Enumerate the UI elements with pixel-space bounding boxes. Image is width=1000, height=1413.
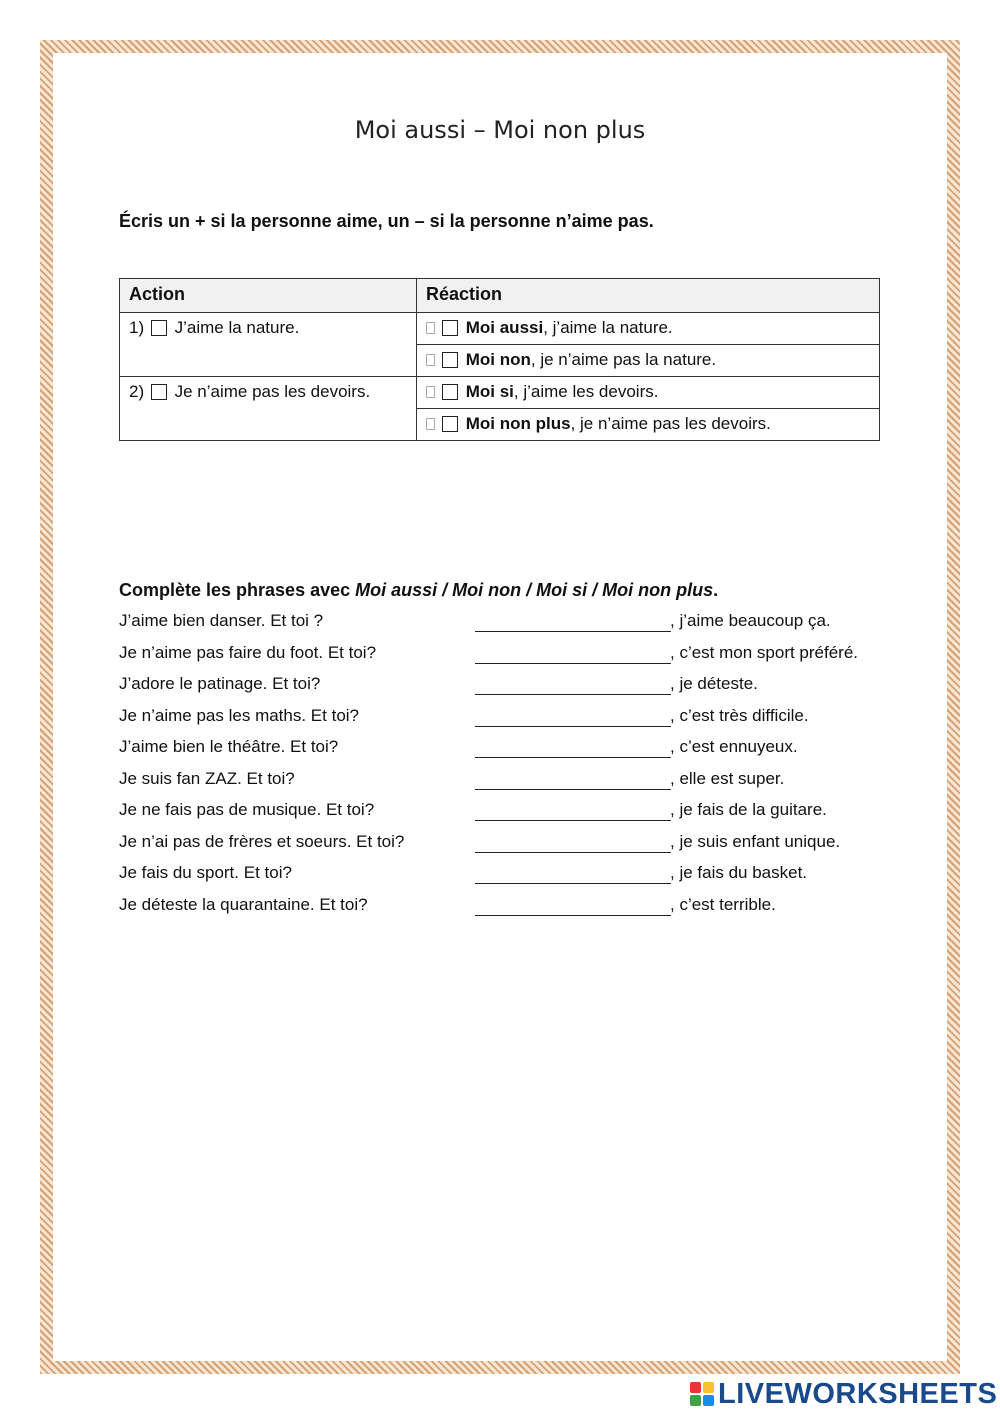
logo-block [703, 1382, 714, 1393]
exercise-prompt: Je déteste la quarantaine. Et toi? [119, 894, 368, 914]
exercise-prompt: J’aime bien le théâtre. Et toi? [119, 737, 339, 756]
exercise-continuation: , c’est très difficile. [670, 705, 809, 725]
reaction-bold: Moi non [465, 350, 531, 369]
answer-checkbox[interactable] [442, 320, 458, 336]
logo-text: LIVEWORKSHEETS [718, 1377, 998, 1410]
instruction-prefix: Complète les phrases avec [119, 580, 356, 600]
answer-blank[interactable] [475, 663, 671, 664]
header-reaction: Réaction [417, 279, 880, 313]
answer-checkbox[interactable] [442, 352, 458, 368]
exercise-continuation: , je fais du basket. [670, 863, 808, 882]
answer-blank[interactable] [475, 726, 671, 727]
reaction-cell [417, 313, 880, 345]
exercise-continuation: , j’aime beaucoup ça. [670, 611, 831, 630]
liveworksheets-logo[interactable] [690, 1378, 997, 1410]
list-item [119, 895, 899, 927]
logo-block [690, 1395, 701, 1406]
fill-in-exercise [119, 611, 899, 926]
logo-blocks-icon [690, 1382, 714, 1406]
action-text: J’aime la nature. [174, 318, 300, 337]
placeholder-glyph-icon [426, 354, 435, 366]
table-row [120, 313, 880, 345]
list-item [119, 643, 899, 675]
exercise-continuation: , je fais de la guitare. [670, 800, 827, 819]
exercise-prompt: Je n’aime pas faire du foot. Et toi? [119, 642, 377, 662]
answer-blank[interactable] [475, 631, 671, 632]
action-text: Je n’aime pas les devoirs. [174, 382, 371, 401]
answer-blank[interactable] [475, 915, 671, 916]
item-number: 1) [129, 318, 145, 337]
answer-blank[interactable] [475, 694, 671, 695]
reaction-cell [417, 345, 880, 377]
list-item [119, 800, 899, 832]
answer-checkbox[interactable] [442, 384, 458, 400]
list-item [119, 674, 899, 706]
header-action: Action [120, 279, 417, 313]
exercise-prompt: Je n’ai pas de frères et soeurs. Et toi? [119, 831, 405, 851]
exercise-continuation: , c’est mon sport préféré. [670, 642, 859, 662]
answer-blank[interactable] [475, 852, 671, 853]
answer-checkbox[interactable] [151, 320, 167, 336]
instruction-options: Moi aussi / Moi non / Moi si / Moi non plus [355, 580, 714, 600]
list-item [119, 832, 899, 864]
action-cell-2 [120, 377, 417, 441]
placeholder-glyph-icon [426, 322, 435, 334]
reaction-bold: Moi non plus [465, 414, 571, 433]
reaction-cell [417, 409, 880, 441]
exercise-continuation: , c’est terrible. [670, 894, 776, 914]
list-item [119, 769, 899, 801]
exercise-continuation: , elle est super. [670, 768, 785, 788]
exercise-prompt: J’aime bien danser. Et toi ? [119, 611, 324, 630]
answer-blank[interactable] [475, 820, 671, 821]
section1-instruction: Écris un + si la personne aime, un – si la personne n’aime pas. [119, 211, 654, 231]
logo-block [703, 1395, 714, 1406]
reaction-rest: , je n’aime pas les devoirs. [570, 414, 771, 433]
reaction-table [119, 278, 880, 441]
section2-instruction [119, 580, 718, 601]
reaction-rest: , j’aime la nature. [543, 318, 673, 337]
item-number: 2) [129, 382, 145, 401]
answer-blank[interactable] [475, 789, 671, 790]
table-row [120, 377, 880, 409]
exercise-continuation: , je suis enfant unique. [670, 831, 841, 851]
reaction-rest: , je n’aime pas la nature. [530, 350, 717, 369]
instruction-suffix: . [713, 580, 719, 600]
list-item [119, 863, 899, 895]
list-item [119, 611, 899, 643]
action-cell-1 [120, 313, 417, 377]
logo-block [690, 1382, 701, 1393]
reaction-bold: Moi si [465, 382, 514, 401]
exercise-prompt: Je suis fan ZAZ. Et toi? [119, 768, 295, 788]
answer-checkbox[interactable] [442, 416, 458, 432]
answer-checkbox[interactable] [151, 384, 167, 400]
reaction-rest: , j’aime les devoirs. [513, 382, 659, 401]
answer-blank[interactable] [475, 883, 671, 884]
exercise-continuation: , je déteste. [670, 674, 758, 693]
list-item [119, 737, 899, 769]
placeholder-glyph-icon [426, 418, 435, 430]
reaction-bold: Moi aussi [465, 318, 544, 337]
exercise-prompt: Je ne fais pas de musique. Et toi? [119, 800, 375, 819]
exercise-prompt: Je fais du sport. Et toi? [119, 863, 292, 882]
list-item [119, 706, 899, 738]
exercise-prompt: Je n’aime pas les maths. Et toi? [119, 705, 360, 725]
exercise-continuation: , c’est ennuyeux. [670, 737, 798, 756]
page-title: Moi aussi – Moi non plus [354, 116, 646, 144]
reaction-cell [417, 377, 880, 409]
exercise-prompt: J’adore le patinage. Et toi? [119, 674, 321, 693]
answer-blank[interactable] [475, 757, 671, 758]
table-header-row [120, 279, 880, 313]
placeholder-glyph-icon [426, 386, 435, 398]
